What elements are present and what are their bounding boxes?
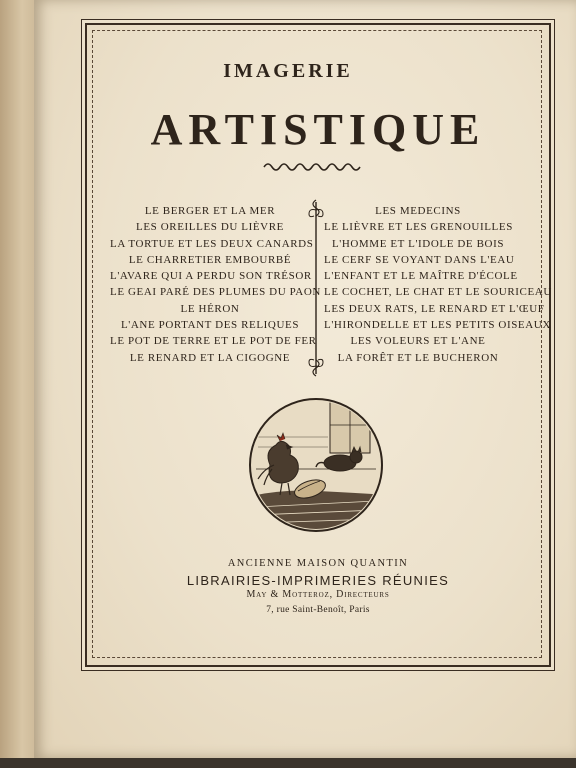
list-item: LA TORTUE ET LES DEUX CANARDS: [110, 237, 314, 250]
list-item: L'HOMME ET L'IDOLE DE BOIS: [331, 237, 505, 250]
list-item: LE CERF SE VOYANT DANS L'EAU: [324, 253, 515, 266]
list-item: LES VOLEURS ET L'ANE: [350, 335, 486, 348]
list-item: LA FORÊT ET LE BUCHERON: [337, 351, 499, 364]
contents-right-column: [324, 203, 552, 366]
list-item: LES MEDECINS: [375, 205, 461, 217]
list-item: LES OREILLES DU LIÈVRE: [136, 221, 284, 234]
list-item: LE BERGER ET LA MER: [144, 205, 276, 217]
list-item: LE POT DE TERRE ET LE POT DE FER: [110, 335, 317, 348]
list-item: L'HIRONDELLE ET LES PETITS OISEAUX: [324, 319, 551, 332]
list-item: LE CHARRETIER EMBOURBÉ: [128, 253, 292, 266]
rooster-and-cat-vignette: [248, 397, 384, 533]
publisher-former-house: ANCIENNE MAISON QUANTIN: [227, 558, 409, 569]
list-item: L'AVARE QUI A PERDU SON TRÉSOR: [110, 270, 312, 283]
title-artistique: ARTISTIQUE: [150, 105, 486, 154]
list-item: LE LIÈVRE ET LES GRENOUILLES: [324, 221, 513, 234]
list-item: L'ENFANT ET LE MAÎTRE D'ÉCOLE: [324, 270, 518, 283]
list-item: LE COCHET, LE CHAT ET LE SOURICEAU: [324, 286, 552, 299]
table-surface: [0, 758, 576, 768]
list-item: LE HÉRON: [180, 302, 240, 315]
list-item: L'ANE PORTANT DES RELIQUES: [120, 319, 300, 332]
list-item: LES DEUX RATS, LE RENARD ET L'ŒUF: [324, 302, 545, 315]
list-item: LE GEAI PARÉ DES PLUMES DU PAON: [110, 286, 321, 299]
ornament-swash-icon: [262, 160, 366, 174]
publisher-directors: May & Motteroz, Directeurs: [246, 589, 390, 600]
publisher-name: LIBRAIRIES-IMPRIMERIES RÉUNIES: [186, 573, 450, 588]
publisher-address: 7, rue Saint-Benoît, Paris: [266, 605, 370, 615]
title-imagerie: IMAGERIE: [223, 60, 353, 82]
contents-left-column: [110, 203, 321, 366]
list-item: LE RENARD ET LA CIGOGNE: [129, 351, 291, 364]
column-divider-ornament-icon: [306, 196, 326, 380]
